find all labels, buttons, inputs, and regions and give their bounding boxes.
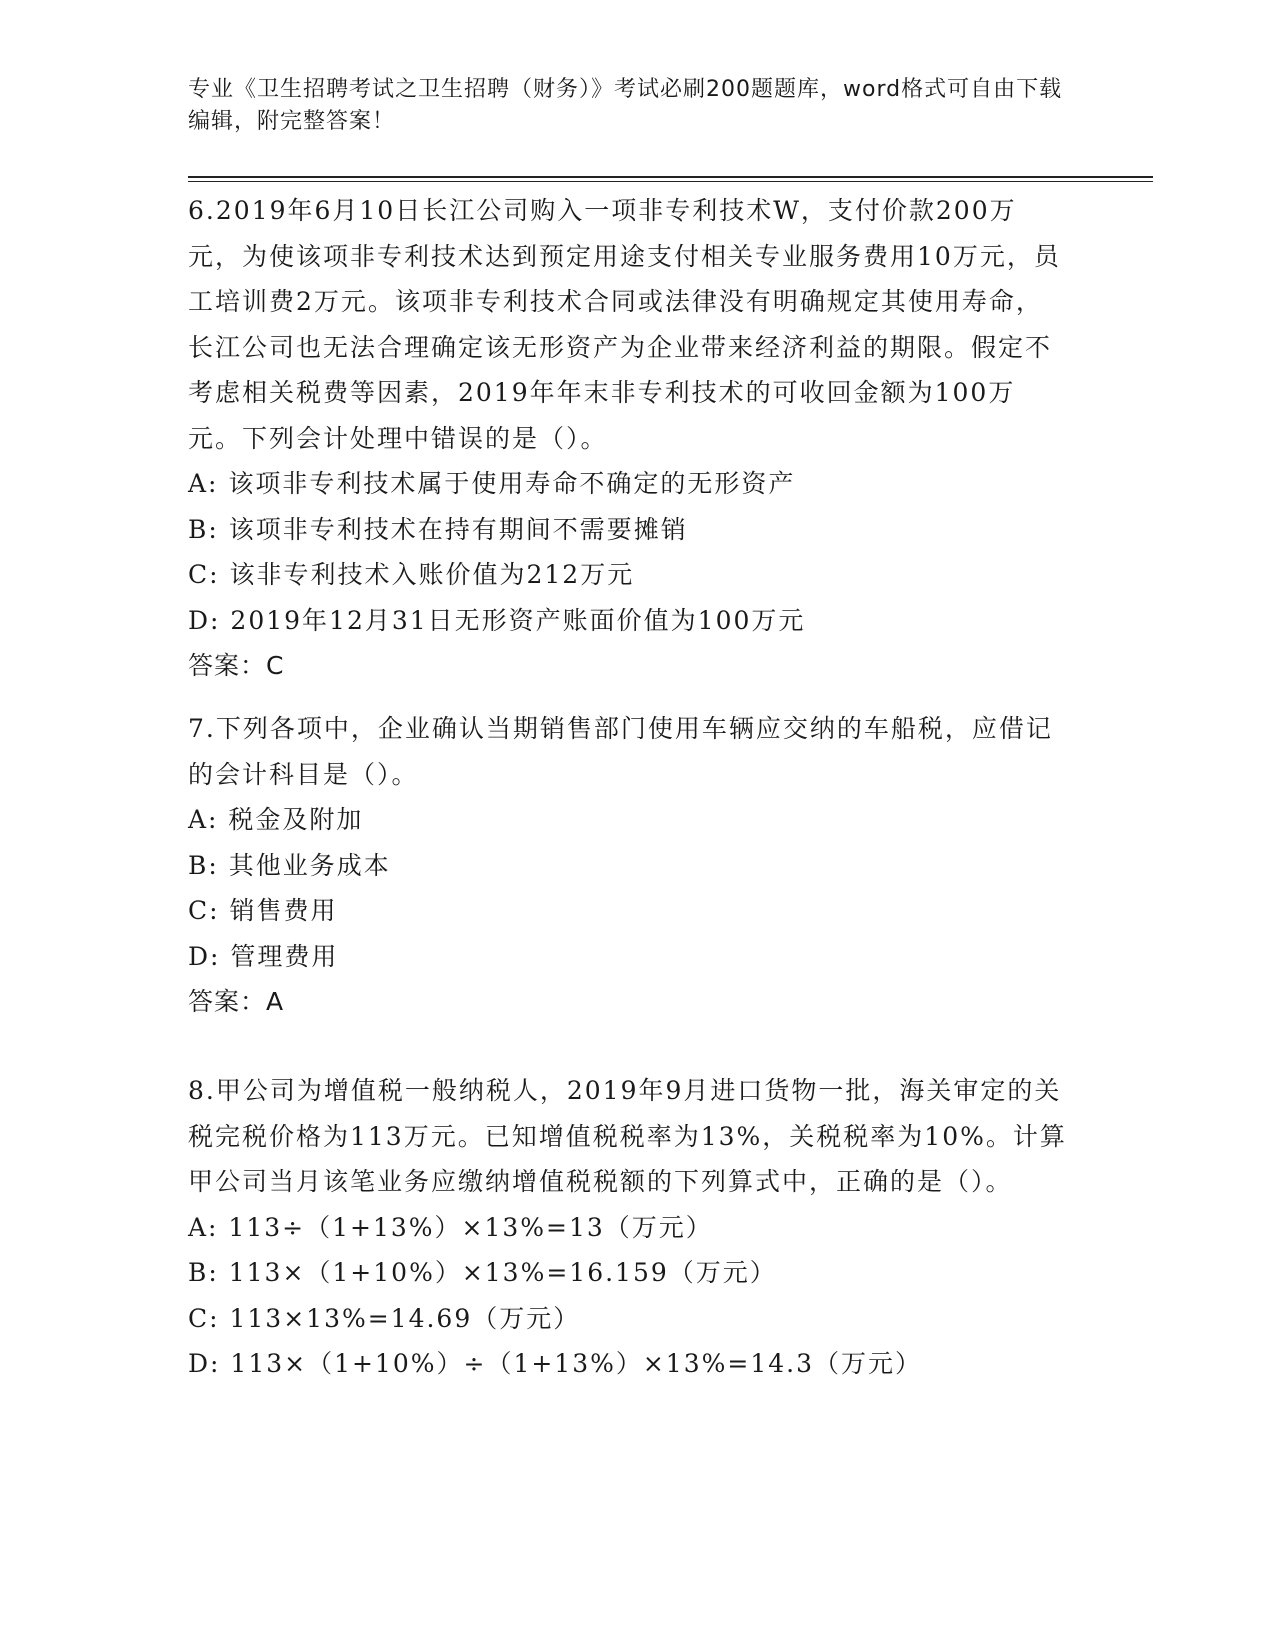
option-d: D: 113×（1+10%）÷（1+13%）×13%=14.3（万元） — [188, 1349, 922, 1378]
option-c: C: 该非专利技术入账价值为212万元 — [188, 560, 635, 589]
document-header: 专业《卫生招聘考试之卫生招聘（财务）》考试必刷200题题库，word格式可自由下载编辑，附完整答案！ — [188, 77, 1063, 134]
option-c: C: 销售费用 — [188, 896, 338, 925]
option-d: D: 2019年12月31日无形资产账面价值为100万元 — [188, 605, 806, 635]
option-b: B: 113×（1+10%）×13%=16.159（万元） — [188, 1258, 777, 1287]
option-b: B: 该项非专利技术在持有期间不需要摊销 — [188, 514, 688, 544]
question-stem: 8.甲公司为增值税一般纳税人，2019年9月进口货物一批，海关审定的关税完税价格为113万元。已知增值税税率为13%，关税税率为10%。计算甲公司当月该笔业务应缴纳增值税税额的下列算式中，正确的是（）。 — [188, 1076, 1067, 1196]
header-divider-thin — [188, 181, 1153, 182]
option-d: D: 管理费用 — [188, 941, 339, 971]
option-c: C: 113×13%=14.69（万元） — [188, 1303, 581, 1333]
question-stem: 6.2019年6月10日长江公司购入一项非专利技术W，支付价款200万元，为使该项非专利技术达到预定用途支付相关专业服务费用10万元，员工培训费2万元。该项非专利技术合同或法律没有明确规定其使用寿命，长江公司也无法合理确定该无形资产为企业带来经济利益的期限。假定不考虑相关税费等因素，2019年年末非专利技术的可收回金额为100万元。下列会计处理中错误的是（）。 — [188, 196, 1061, 453]
header-divider-thick — [188, 176, 1153, 178]
option-a: A: 该项非专利技术属于使用寿命不确定的无形资产 — [188, 469, 796, 498]
question-8 — [188, 1068, 1068, 1387]
option-a: A: 税金及附加 — [188, 805, 364, 834]
answer-label: 答案：C — [188, 651, 285, 680]
question-7 — [188, 706, 1068, 1025]
question-stem: 7.下列各项中，企业确认当期销售部门使用车辆应交纳的车船税，应借记的会计科目是（）。 — [188, 714, 1053, 789]
question-6 — [188, 188, 1068, 689]
option-a: A: 113÷（1+13%）×13%=13（万元） — [188, 1212, 713, 1242]
option-b: B: 其他业务成本 — [188, 850, 391, 880]
answer-label: 答案：A — [188, 987, 285, 1016]
